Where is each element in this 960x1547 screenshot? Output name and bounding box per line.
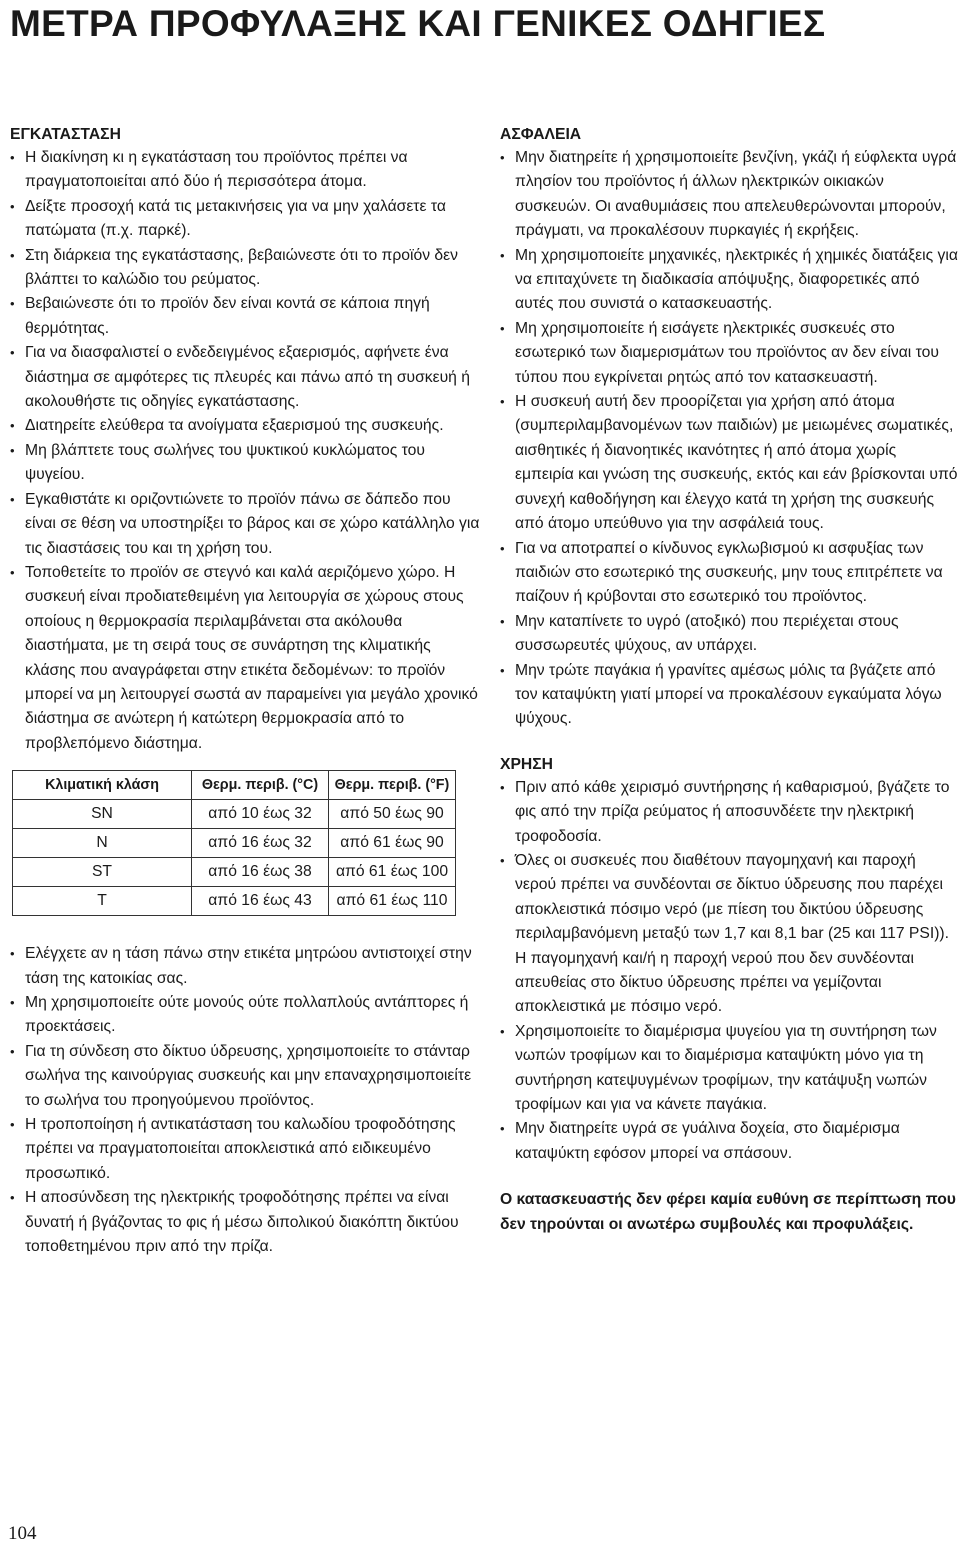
table-cell: T xyxy=(13,887,192,916)
safety-heading: ΑΣΦΑΛΕΙΑ xyxy=(500,126,582,143)
table-cell: N xyxy=(13,829,192,858)
list-item: • Μην καταπίνετε το υγρό (ατοξικό) που περιέχεται στους συσσωρευτές ψύχους, αν υπάρχει. xyxy=(500,610,958,659)
left-column xyxy=(10,124,480,1259)
table-row xyxy=(13,829,456,858)
installation-list-continued xyxy=(10,942,480,1259)
page-number: 104 xyxy=(8,1523,37,1544)
table-header-cell: Κλιματική κλάση xyxy=(13,771,192,800)
list-item: • Μην διατηρείτε υγρά σε γυάλινα δοχεία, στο διαμέρισμα καταψύκτη εφόσον μπορεί να σπάσουν. xyxy=(500,1117,958,1166)
list-item: • Η τροποποίηση ή αντικατάσταση του καλωδίου τροφοδότησης πρέπει να πραγματοποιείται αποκλειστικά από ειδικευμένο προσωπικό. xyxy=(10,1113,480,1186)
installation-heading: ΕΓΚΑΤΑΣΤΑΣΗ xyxy=(10,126,121,143)
list-item: • Μη χρησιμοποιείτε ή εισάγετε ηλεκτρικές συσκευές στο εσωτερικό των διαμερισμάτων του προϊόντος αν δεν είναι του τύπου που εγκρίνεται ρητώς από τον κατασκευαστή. xyxy=(500,317,958,390)
table-header-row xyxy=(13,771,456,800)
list-item: • Μη χρησιμοποιείτε μηχανικές, ηλεκτρικές ή χημικές διατάξεις για να επιταχύνετε τη διαδικασία απόψυξης, διαφορετικές από αυτές που συνιστά ο κατασκευαστής. xyxy=(500,244,958,317)
table-cell: από 61 έως 100 xyxy=(329,858,456,887)
list-item: • Πριν από κάθε χειρισμό συντήρησης ή καθαρισμού, βγάζετε το φις από την πρίζα ρεύματος ή αποσυνδέετε την ηλεκτρική τροφοδοσία. xyxy=(500,776,958,849)
list-item: • Για να αποτραπεί ο κίνδυνος εγκλωβισμού κι ασφυξίας των παιδιών στο εσωτερικό της συσκευής, μην τους επιτρέπετε να παίζουν ή κρύβονται στο εσωτερικό του προϊόντος. xyxy=(500,537,958,610)
table-cell: από 10 έως 32 xyxy=(192,800,329,829)
list-item: • Στη διάρκεια της εγκατάστασης, βεβαιώνεστε ότι το προϊόν δεν βλάπτει το καλώδιο του ρεύματος. xyxy=(10,244,480,293)
climate-class-table xyxy=(12,770,456,916)
page-title: ΜΕΤΡΑ ΠΡΟΦΥΛΑΞΗΣ ΚΑΙ ΓΕΝΙΚΕΣ ΟΔΗΓΙΕΣ xyxy=(10,3,826,44)
table-cell: ST xyxy=(13,858,192,887)
list-item: • Η αποσύνδεση της ηλεκτρικής τροφοδότησης πρέπει να είναι δυνατή ή βγάζοντας το φις ή μέσω διπολικού διακόπτη δικτύου τοποθετημένου πριν από την πρίζα. xyxy=(10,1186,480,1259)
list-item: • Για να διασφαλιστεί ο ενδεδειγμένος εξαερισμός, αφήνετε ένα διάστημα σε αμφότερες τις πλευρές και πάνω από τη συσκευή ή ακολουθήστε τις οδηγίες εγκατάστασης. xyxy=(10,341,480,414)
table-cell: από 61 έως 110 xyxy=(329,887,456,916)
safety-list xyxy=(500,146,958,732)
table-cell: από 16 έως 43 xyxy=(192,887,329,916)
table-cell: από 16 έως 32 xyxy=(192,829,329,858)
table-cell: από 50 έως 90 xyxy=(329,800,456,829)
list-item: • Μην διατηρείτε ή χρησιμοποιείτε βενζίνη, γκάζι ή εύφλεκτα υγρά πλησίον του προϊόντος ή άλλων ηλεκτρικών οικιακών συσκευών. Οι αναθυμιάσεις που απελευθερώνονται μπορούν, πράγματι, να προκαλέσουν πυρκαγιές ή εκρήξεις. xyxy=(500,146,958,244)
list-item: • Βεβαιώνεστε ότι το προϊόν δεν είναι κοντά σε κάποια πηγή θερμότητας. xyxy=(10,292,480,341)
table-header-cell: Θερμ. περιβ. (°C) xyxy=(192,771,329,800)
usage-list xyxy=(500,776,958,1167)
disclaimer-note: Ο κατασκευαστής δεν φέρει καμία ευθύνη σε περίπτωση που δεν τηρούνται οι ανωτέρω συμβουλές και προφυλάξεις. xyxy=(500,1191,956,1233)
table-cell: SN xyxy=(13,800,192,829)
list-item: • Όλες οι συσκευές που διαθέτουν παγομηχανή και παροχή νερού πρέπει να συνδέονται σε δίκτυο ύδρευσης που παρέχει αποκλειστικά πόσιμο νερό (με πίεση του δικτύου ύδρευσης περιλαμβανόμενη μεταξύ των 1,7 και 8,1 bar (25 και 117 PSI)). Η παγομηχανή και/ή η παροχή νερού που δεν συνδέονται απευθείας στο δίκτυο ύδρευσης πρέπει να γεμίζονται αποκλειστικά με πόσιμο νερό. xyxy=(500,849,958,1020)
list-item: • Τοποθετείτε το προϊόν σε στεγνό και καλά αεριζόμενο χώρο. Η συσκευή είναι προδιατεθειμένη για λειτουργία σε χώρους στους οποίους η θερμοκρασία περιλαμβάνεται στα ακόλουθα διαστήματα, με τη σειρά τους σε συνάρτηση της κλιματικής κλάσης που αναγράφεται στην ετικέτα δεδομένων: το προϊόν μπορεί να μη λειτουργεί σωστά αν παραμείνει για μεγάλο χρονικό διάστημα σε ανώτερη ή κατώτερη θερμοκρασία από το προβλεπόμενο διάστημα. xyxy=(10,561,480,756)
list-item: • Δείξτε προσοχή κατά τις μετακινήσεις για να μην χαλάσετε τα πατώματα (π.χ. παρκέ). xyxy=(10,195,480,244)
list-item: • Για τη σύνδεση στο δίκτυο ύδρευσης, χρησιμοποιείτε το στάνταρ σωλήνα της καινούργιας συσκευής και μην επαναχρησιμοποιείτε το σωλήνα του προηγούμενου προϊόντος. xyxy=(10,1040,480,1113)
list-item: • Μη χρησιμοποιείτε ούτε μονούς ούτε πολλαπλούς αντάπτορες ή προεκτάσεις. xyxy=(10,991,480,1040)
right-column xyxy=(500,124,958,1237)
list-item: • Ελέγχετε αν η τάση πάνω στην ετικέτα μητρώου αντιστοιχεί στην τάση της κατοικίας σας. xyxy=(10,942,480,991)
list-item: • Εγκαθιστάτε κι οριζοντιώνετε το προϊόν πάνω σε δάπεδο που είναι σε θέση να υποστηρίξει το βάρος και σε χώρο κατάλληλο για τις διαστάσεις του και τη χρήση του. xyxy=(10,488,480,561)
table-cell: από 16 έως 38 xyxy=(192,858,329,887)
table-row xyxy=(13,887,456,916)
list-item: • Διατηρείτε ελεύθερα τα ανοίγματα εξαερισμού της συσκευής. xyxy=(10,414,480,438)
table-header-cell: Θερμ. περιβ. (°F) xyxy=(329,771,456,800)
list-item: • Η συσκευή αυτή δεν προορίζεται για χρήση από άτομα (συμπεριλαμβανομένων των παιδιών) με μειωμένες σωματικές, αισθητικές ή διανοητικές ικανότητες ή από άτομα χωρίς εμπειρία και γνώση της συσκευής, εκτός και εάν βρίσκονται υπό συνεχή καθοδήγηση και έλεγχο κατά τη χρήση της συσκευής από άτομο υπεύθυνο για την ασφάλειά τους. xyxy=(500,390,958,536)
table-cell: από 61 έως 90 xyxy=(329,829,456,858)
list-item: • Χρησιμοποιείτε το διαμέρισμα ψυγείου για τη συντήρηση των νωπών τροφίμων και το διαμέρισμα καταψύκτη μόνο για τη συντήρηση κατεψυγμένων τροφίμων, την κατάψυξη νωπών τροφίμων και για να κάνετε παγάκια. xyxy=(500,1020,958,1118)
list-item: • Μη βλάπτετε τους σωλήνες του ψυκτικού κυκλώματος του ψυγείου. xyxy=(10,439,480,488)
table-row xyxy=(13,858,456,887)
table-row xyxy=(13,800,456,829)
installation-list xyxy=(10,146,480,756)
list-item: • Η διακίνηση κι η εγκατάσταση του προϊόντος πρέπει να πραγματοποιείται από δύο ή περισσότερα άτομα. xyxy=(10,146,480,195)
usage-heading: ΧΡΗΣΗ xyxy=(500,755,553,773)
list-item: • Μην τρώτε παγάκια ή γρανίτες αμέσως μόλις τα βγάζετε από τον καταψύκτη γιατί μπορεί να προκαλέσουν εγκαύματα λόγω ψύχους. xyxy=(500,659,958,732)
